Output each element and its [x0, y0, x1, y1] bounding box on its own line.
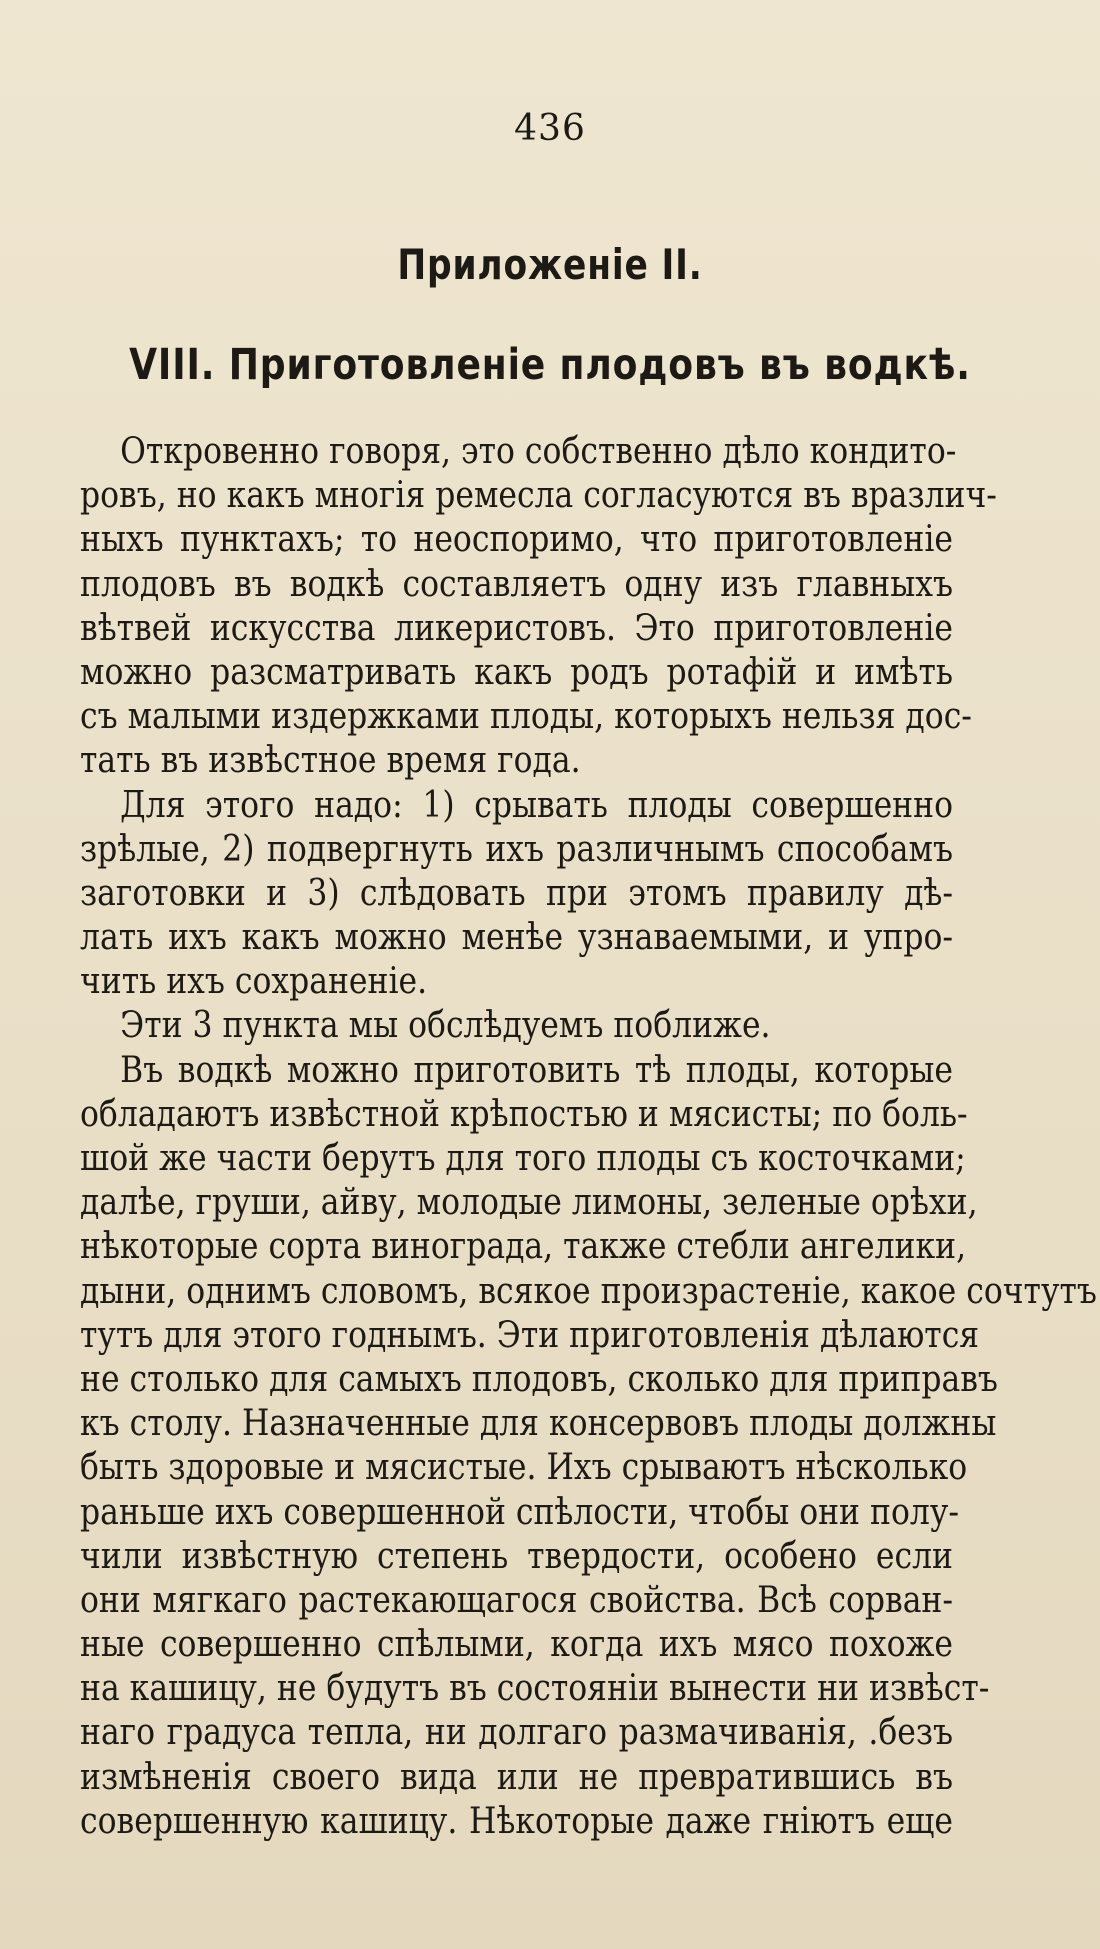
- page-number: 436: [514, 108, 586, 149]
- text-line: на кашицу, не будутъ въ состояніи вынести ни извѣст-: [80, 1668, 990, 1710]
- text-line: ровъ, но какъ многія ремесла согласуются въ вразлич-: [80, 475, 997, 517]
- text-line: съ малыми издержками плоды, которыхъ нельзя дос-: [80, 696, 972, 738]
- text-line: совершенную кашицу. Нѣкоторые даже гніютъ еще: [80, 1800, 953, 1842]
- text-line: Откровенно говоря, это собственно дѣло кондито-: [120, 431, 957, 472]
- text-line: нѣкоторые сорта винограда, также стебли ангелики,: [80, 1226, 967, 1268]
- text-line: можно разсматривать какъ родъ ротафій и имѣть: [80, 651, 953, 693]
- text-line: заготовки и 3) слѣдовать при этомъ правилу дѣ-: [80, 872, 953, 914]
- text-line: ныхъ пунктахъ; то неоспоримо, что приготовленіе: [80, 519, 953, 561]
- text-line: лать ихъ какъ можно менѣе узнаваемыми, и упро-: [80, 917, 953, 959]
- text-line: шой же части берутъ для того плоды съ косточками;: [80, 1138, 966, 1179]
- appendix-title: Приложеніе II.: [397, 240, 703, 289]
- text-line: они мягкаго растекающагося свойства. Всѣ сорван-: [80, 1579, 953, 1621]
- text-line: дыни, однимъ словомъ, всякое произрастеніе, какое сочтутъ: [80, 1270, 1097, 1312]
- text-line: зрѣлые, 2) подвергнуть ихъ различнымъ способамъ: [80, 828, 953, 870]
- text-line: Въ водкѣ можно приготовить тѣ плоды, которые: [120, 1049, 953, 1091]
- text-line: Эти 3 пункта мы обслѣдуемъ поближе.: [120, 1005, 771, 1047]
- text-line: быть здоровые и мясистые. Ихъ срываютъ нѣсколько: [80, 1447, 968, 1489]
- body-text: [80, 430, 1097, 1844]
- text-line: далѣе, груши, айву, молодые лимоны, зеленые орѣхи,: [80, 1182, 978, 1224]
- text-line: не столько для самыхъ плодовъ, сколько для приправъ: [80, 1358, 998, 1400]
- text-line: раньше ихъ совершенной спѣлости, чтобы они полу-: [80, 1491, 959, 1533]
- text-line: Для этого надо: 1) срывать плоды совершенно: [120, 784, 953, 826]
- text-line: тутъ для этого годнымъ. Эти приготовленія дѣлаются: [80, 1314, 980, 1356]
- text-line: измѣненія своего вида или не превратившись въ: [80, 1756, 953, 1798]
- text-line: чили извѣстную степень твердости, особено если: [80, 1535, 953, 1577]
- text-line: вѣтвей искусства ликеристовъ. Это приготовленіе: [80, 607, 953, 649]
- text-line: наго градуса тепла, ни долгаго размачиванія, .безъ: [80, 1712, 953, 1754]
- text-line: ные совершенно спѣлыми, когда ихъ мясо похоже: [80, 1624, 953, 1666]
- text-line: плодовъ въ водкѣ составляетъ одну изъ главныхъ: [80, 563, 953, 605]
- text-line: тать въ извѣстное время года.: [80, 740, 581, 782]
- text-line: къ столу. Назначенные для консервовъ плоды должны: [80, 1403, 997, 1445]
- text-line: обладаютъ извѣстной крѣпостью и мясисты; по боль-: [80, 1093, 968, 1135]
- section-title: VIII. Приготовленіе плодовъ въ водкѣ.: [129, 340, 971, 390]
- text-line: чить ихъ сохраненіе.: [80, 961, 428, 1003]
